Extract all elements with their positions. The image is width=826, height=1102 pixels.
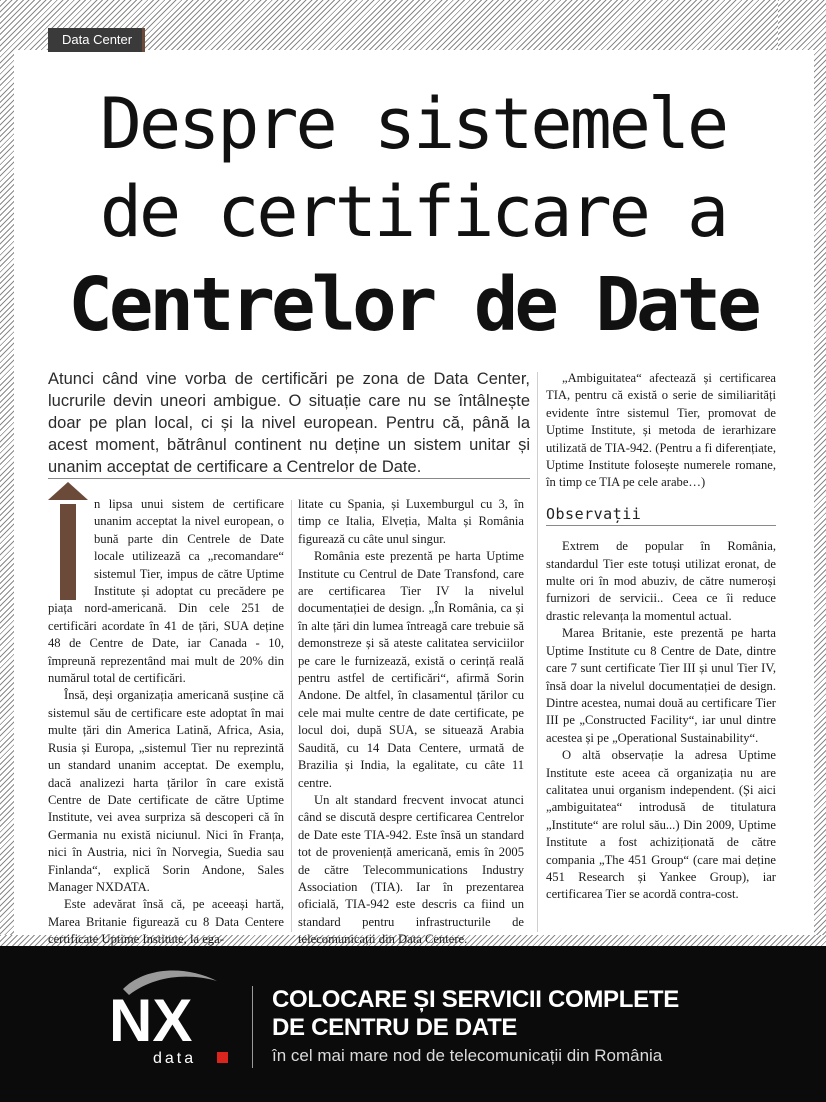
column-1-paragraph-1: n lipsa unui sistem de certificare unanim acceptat la nivel european, o bună parte din Centrele de Date locale utilizează ca „recomandare“ sistemul Tier, impus de către Uptime Institute și adoptat cu precădere pe piața nord-americană. Din cele 251 de certificări acordate în 41 de țări, SUA deține 48 de Centre de Date, iar Canada - 10, împreună reprezentând mai mult de 20% din numărul total de certificări. [48,497,284,686]
column-2-paragraph-1: litate cu Spania, și Luxemburgul cu 3, în timp ce Italia, Elveția, Malta și România figurează cu câte unul singur. [298,497,524,546]
column-1 [48,496,284,949]
title-line-1: Despre sistemele [99,83,727,165]
column-1-paragraph-2: Însă, deși organizația americană susține că sistemul său de certificare este adoptat în mai multe țări din America Latină, Africa, Asia, Rusia și Europa, „sistemul Tier nu reprezintă un standard unanim acceptat. De exemplu, dacă analizezi harta țărilor în care există Centre de Date certificate de către Uptime Institute, vei avea surpriza să descoperi că în Germania nu există niciunul. Nici în Franța, nici în Austria, nici în Norvegia, Suedia sau Finlanda“, explică Sorin Andone, Sales Manager NXDATA. [48,688,284,894]
drop-cap [44,482,88,600]
drop-cap-circumflex [48,482,88,500]
column-3-paragraph-4: O altă observație la adresa Uptime Institute este aceea că organizația nu are calitatea unui organism independent. (Și aici „ambiguitatea“ introdusă de titulatura „Institute“ are rolul său...) Din 2009, Uptime Institute a fost achiziționată de către compania „The 451 Group“ (care mai deține 451 Research și Yankee Group), iar certificarea Tier se acordă contra-cost. [546,748,776,902]
column-2-paragraph-3: Un alt standard frecvent invocat atunci când se discută despre certificarea Centrelor de Date este TIA-942. Este însă un standard tot de proveniență americană, emis în 2005 de către Telecommunications Industry Association (TIA). Iar în prezentarea oficială, TIA-942 este descris ca fiind un standard pentru infrastructurile de telecomunicații din Data Centere. [298,792,524,947]
drop-cap-letter-i [60,504,76,600]
title-line-3: Centrelor de Date [68,262,758,348]
title-line-2: de certificare a [99,171,727,253]
article-title [0,80,826,354]
ad-divider [252,986,253,1068]
column-1-paragraph-3: Este adevărat însă că, pe aceeași hartă, Marea Britanie figurează cu 8 Data Centere certificate Uptime Institute, la ega- [48,897,284,947]
column-3-paragraph-2: Extrem de popular în România, standardul Tier este totuși utilizat eronat, de multe ori în mod abuziv, de către numeroși furnizori de servicii.. Ceea ce îi reduce drastic relevanța la momentul actual. [546,539,776,623]
column-3 [546,370,776,904]
section-tag: Data Center [48,28,145,52]
column-3-paragraph-3: Marea Britanie, este prezentă pe harta Uptime Institute cu 8 Centre de Date, dintre care 7 sunt certificate Tier III și unul Tier IV, însă doar la nivelul documentației de design. Dintre acestea, numai două au certificare Tier III pe „Constructed Facility“, iar unul dintre acestea și pe „Operational Sustainability“. [546,626,776,745]
ad-headline-1: COLOCARE ȘI SERVICII COMPLETE [272,986,679,1013]
ad-tagline: în cel mai mare nod de telecomunicații din România [272,1046,663,1065]
nxdata-logo [105,963,235,1073]
lead-divider [48,478,530,479]
logo-red-square [217,1052,228,1063]
column-2-paragraph-2: România este prezentă pe harta Uptime Institute cu Centrul de Date Transfond, care are certificarea Tier IV la nivelul documentației de design. „În România, ca și în alte țări din lumea întreagă care trebuie să demonstreze și să ateste calitatea serviciilor pe care le furnizează, există o cerință reală pentru astfel de certificări“, afirmă Sorin Andone. De altfel, în clasamentul țărilor cu cele mai multe centre de date certificate, pe locul doi, după SUA, se situează Arabia Saudită, cu 14 Data Centere, urmată de Brazilia și India, la egalitate, cu câte 11 centre. [298,549,524,790]
ad-headline-2: DE CENTRU DE DATE [272,1014,518,1041]
logo-data-text: data [153,1050,197,1067]
lead-paragraph: Atunci când vine vorba de certificări pe zona de Data Center, lucrurile devin uneori ambigue. O situație care nu se întâlnește doar pe plan local, ci și la nivel european. Pentru că, până la acest moment, bătrânul continent nu deține un sistem unitar și unanim acceptat de certificare a Centrelor de Date. [48,370,530,476]
column-3-paragraph-1: „Ambiguitatea“ afectează și certificarea TIA, pentru că există o serie de similiarități evidente între sistemul Tier, promovat de Uptime Institute, și metoda de ierarhizare utilizată de TIA-942. (Pentru a fi diferențiate, Uptime Institute folosește numerele romane, în timp ce TIA pe cele arabe…) [546,371,776,490]
logo-nx-text: NX [109,987,193,1054]
column-2 [298,496,524,949]
observatii-subheading: Observații [546,506,776,526]
column-divider-1 [291,500,292,932]
column-divider-2 [537,372,538,932]
